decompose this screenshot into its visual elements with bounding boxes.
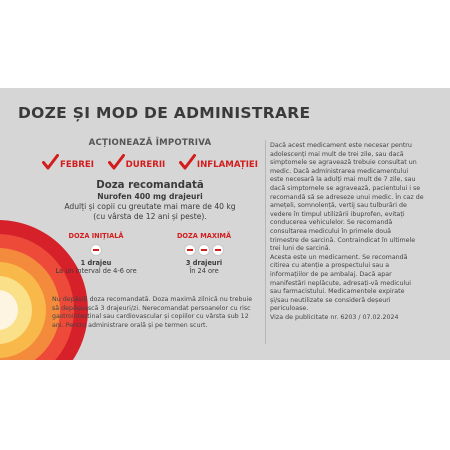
pill-icon bbox=[198, 244, 210, 256]
disclaimer-line: Acesta este un medicament. Se recomandă bbox=[270, 253, 408, 261]
disclaimer-line: amețeli, somnolență, vertij sau tulburări de bbox=[270, 202, 407, 210]
dose-description bbox=[40, 202, 260, 222]
warning-line: Nu depășiți doza recomandată. Doza maximă zilnică nu trebuie bbox=[52, 296, 253, 303]
initial-dose-label: DOZA INIȚIALĂ bbox=[68, 232, 124, 240]
disclaimer-line: manifestări neplăcute, adresați-vă medicului bbox=[270, 279, 411, 287]
dose-description-line: Adulți și copii cu greutate mai mare de 40 kg bbox=[64, 202, 236, 211]
pill-icon bbox=[90, 244, 102, 256]
checkmark-icon bbox=[42, 154, 59, 170]
column-divider bbox=[265, 140, 266, 344]
recommended-dose-title: Doza recomandată bbox=[96, 180, 204, 191]
disclaimer-line: Dacă acest medicament este necesar pentru bbox=[270, 142, 412, 149]
disclaimer-line: trei luni de sarcină. bbox=[270, 245, 331, 253]
dose-boxes bbox=[40, 232, 260, 275]
warning-line: gastrointestinal sau cardiovascular și copiilor cu vârsta sub 12 bbox=[52, 313, 249, 321]
page-title: DOZE ȘI MOD DE ADMINISTRARE bbox=[18, 104, 311, 122]
dose-description-line: (cu vârsta de 12 ani și peste). bbox=[93, 212, 207, 221]
disclaimer-line: citirea cu atenție a prospectului sau a bbox=[270, 262, 390, 270]
disclaimer-line: simptomele se agravează trebuie consultat un bbox=[270, 159, 417, 167]
symptom-list bbox=[40, 154, 260, 170]
disclaimer-line: vedere în timpul utilizării ibuprofen, evitați bbox=[270, 210, 405, 218]
initial-dose-interval: La un interval de 4-6 ore bbox=[55, 267, 137, 275]
max-dose-interval: În 24 ore bbox=[189, 267, 219, 275]
checkmark-icon bbox=[108, 154, 125, 170]
dose-warning-text bbox=[52, 296, 262, 330]
initial-dose bbox=[46, 232, 146, 275]
warning-line: să depășească 3 drajeuri/zi. Nerecomandat persoanelor cu risc bbox=[52, 304, 251, 312]
max-dose bbox=[154, 232, 254, 275]
disclaimer-line: consultarea medicului în primele două bbox=[270, 227, 391, 235]
disclaimer-line: adolescenți mai mult de trei zile, sau dacă bbox=[270, 150, 404, 158]
symptom-label: INFLAMAȚIEI bbox=[196, 160, 258, 170]
max-dose-count: 3 drajeuri bbox=[185, 259, 223, 267]
pill-icon bbox=[184, 244, 196, 256]
disclaimer-line: dacă simptomele se agravează, pacientului i se bbox=[270, 184, 421, 192]
disclaimer-line: periculoase. bbox=[270, 305, 309, 313]
dosage-section bbox=[40, 138, 260, 275]
symptom-label: DURERII bbox=[125, 160, 166, 170]
disclaimer-line: conducerea vehiculelor. Se recomandă bbox=[270, 219, 393, 227]
disclaimer-line: este necesară la adulți mai mult de 7 zile, sau bbox=[270, 176, 416, 184]
symptom-fever bbox=[42, 154, 94, 170]
disclaimer-line: sau farmacistului. Medicamentele expirate bbox=[270, 288, 405, 296]
disclaimer-line: medic. Dacă administrarea medicamentului bbox=[270, 167, 409, 175]
symptom-pain bbox=[108, 154, 166, 170]
checkmark-icon bbox=[179, 154, 196, 170]
publicity-visa: Viza de publicitate nr. 6203 / 07.02.2024 bbox=[270, 313, 399, 321]
disclaimer-line: recomandă să se adreseze unui medic. În caz de bbox=[270, 193, 424, 201]
disclaimer-line: trimestre de sarcină. Contraindicat în ultimele bbox=[270, 236, 416, 244]
disclaimer-line: și/sau neutilizate se consideră deșeuri bbox=[270, 296, 391, 304]
acts-against-title: ACȚIONEAZĂ ÎMPOTRIVA bbox=[88, 138, 212, 148]
symptom-inflammation bbox=[179, 154, 258, 170]
product-name: Nurofen 400 mg drajeuri bbox=[97, 192, 203, 201]
disclaimer-line: informațiilor de pe ambalaj. Dacă apar bbox=[270, 270, 392, 278]
initial-dose-count: 1 drajeu bbox=[80, 259, 112, 267]
info-banner bbox=[0, 88, 450, 360]
pill-icons bbox=[46, 244, 146, 256]
warning-line: ani. Pentru administrare orală și pe termen scurt. bbox=[52, 321, 208, 329]
medical-disclaimer bbox=[270, 142, 442, 322]
pill-icons bbox=[154, 244, 254, 256]
max-dose-label: DOZA MAXIMĂ bbox=[176, 232, 232, 240]
symptom-label: FEBREI bbox=[60, 160, 94, 170]
pill-icon bbox=[212, 244, 224, 256]
